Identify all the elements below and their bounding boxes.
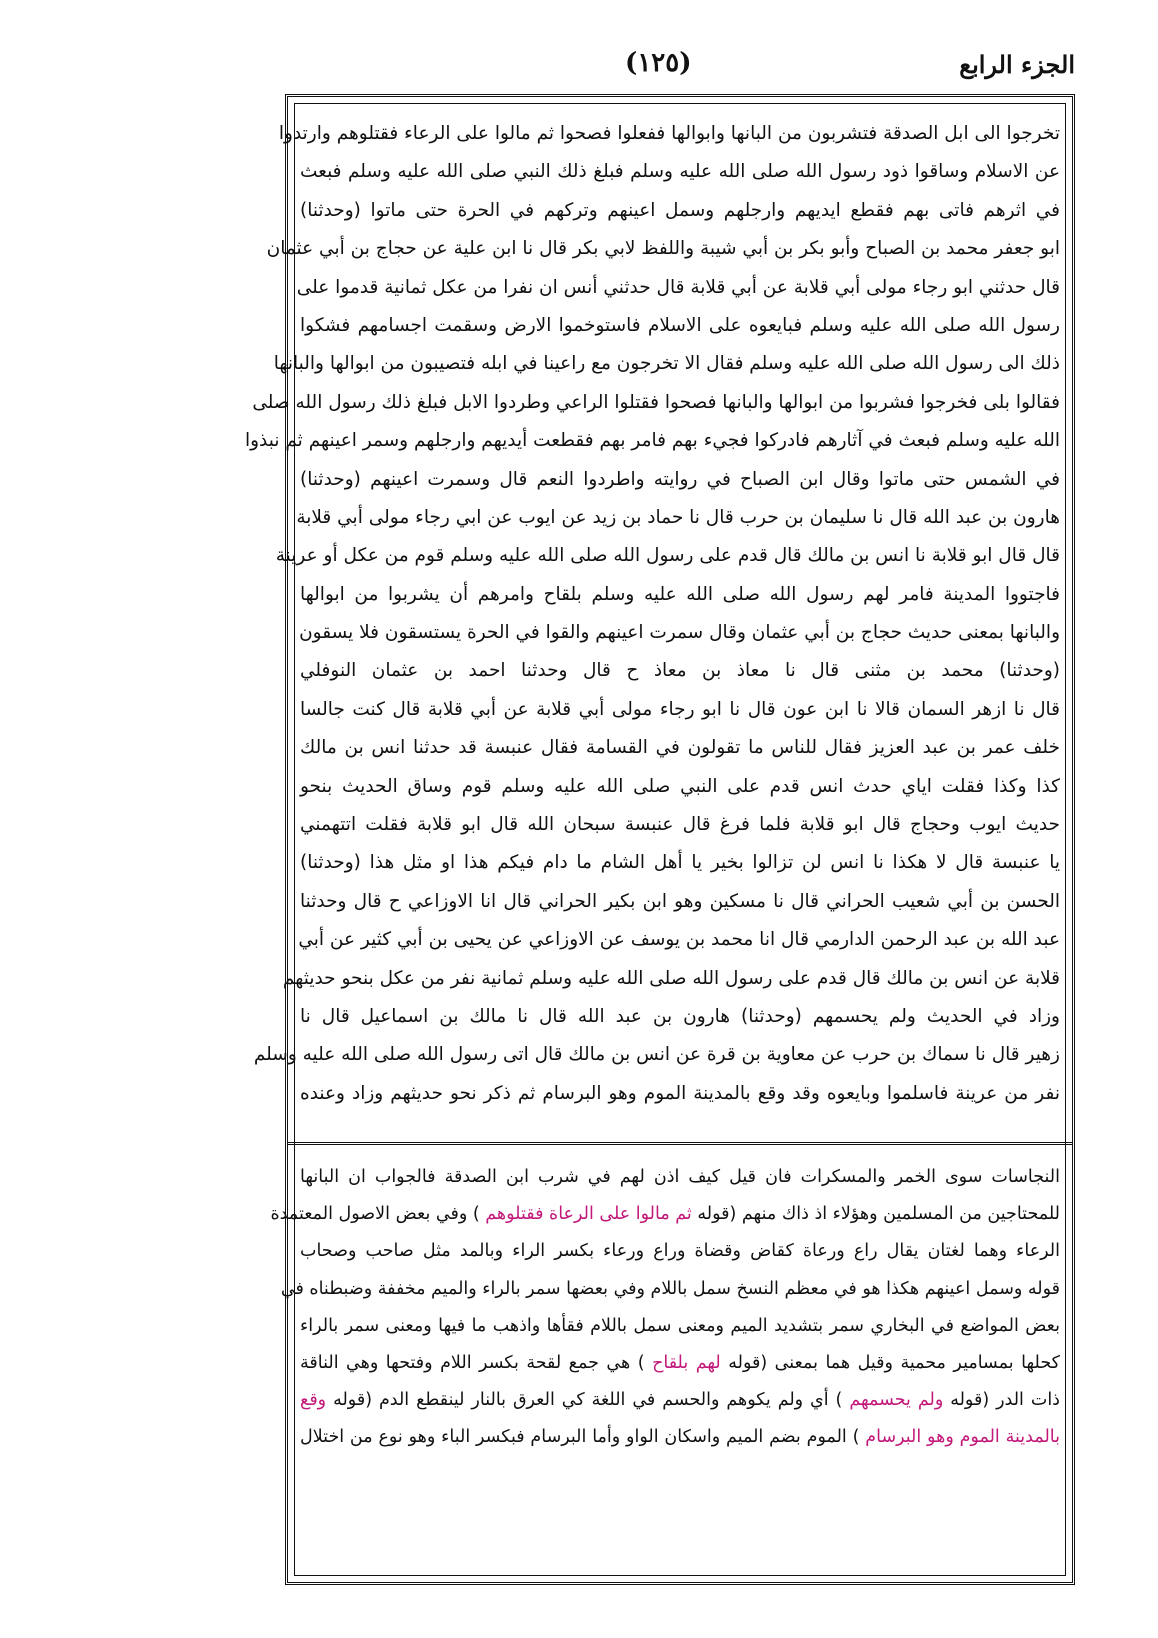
- text-line: فقالوا بلى فخرجوا فشربوا من ابوالها والبانها فصحوا فقتلوا الراعي وطردوا الابل فبلغ ذلك رسول الله صلى: [252, 391, 1060, 413]
- commentary-line: [280, 1271, 1060, 1308]
- commentary-text: للمحتاجين من المسلمين وهؤلاء اذ ذاك منهم (قوله: [697, 1204, 1060, 1225]
- text-line: في الشمس حتى ماتوا وقال ابن الصباح في روايته واطردوا النعم قال وسمرت اعينهم (وحدثنا): [300, 468, 1060, 490]
- commentary-line: [300, 1159, 1060, 1196]
- commentary-keyword: وقع: [300, 1390, 327, 1411]
- commentary-line: [300, 1233, 1060, 1270]
- commentary-line: [300, 1345, 1060, 1382]
- text-line: هارون بن عبد الله قال نا سليمان بن حرب قال نا حماد بن زيد عن ايوب عن ابي رجاء مولى أبي قلابة: [296, 506, 1060, 528]
- commentary-text: كحلها بمسامير محمية وقيل هما بمعنى (قوله: [728, 1352, 1060, 1373]
- text-line: قال نا ازهر السمان قالا نا ابن عون قال نا ابو رجاء مولى أبي قلابة عن أبي قلابة قال كنت جالسا: [300, 698, 1060, 720]
- commentary-text: ) هي جمع لقحة بكسر اللام وفتحها وهي الناقة: [300, 1352, 645, 1373]
- text-line: عن الاسلام وساقوا ذود رسول الله صلى الله عليه وسلم فبلغ ذلك النبي صلى الله عليه وسلم فبعث: [300, 161, 1060, 183]
- commentary-text: النجاسات سوى الخمر والمسكرات فان قيل كيف اذن لهم في شرب ابن الصدقة فالجواب ان البانها: [300, 1167, 1060, 1187]
- commentary-line: [270, 1196, 1060, 1233]
- commentary-text: قوله وسمل اعينهم هكذا هو في معظم النسخ سمل باللام وفي بعضها سمر بالراء والميم مخففة وضبطناه في: [280, 1278, 1060, 1299]
- text-line: كذا وكذا فقلت اياي حدث انس قدم على النبي صلى الله عليه وسلم قوم وساق الحديث بنحو: [300, 775, 1060, 797]
- text-line: حديث ايوب وحجاج قال ابو قلابة فلما فرغ قال عنبسة سبحان الله قال ابو قلابة فقلت اتتهمني: [300, 814, 1060, 836]
- commentary-text: بعض المواضع في البخاري سمر بتشديد الميم ومعنى سمل باللام فقأها واذهب ما فيها ومعنى سمر بالراء: [300, 1315, 1060, 1336]
- section-divider: [288, 1142, 1072, 1145]
- commentary-line: [300, 1382, 1060, 1419]
- commentary-text: ) أي ولم يكوهم والحسم في اللغة كي العرق بالنار لينقطع الدم (قوله: [333, 1390, 843, 1411]
- commentary-text: ) الموم بضم الميم واسكان الواو وأما البرسام فبكسر الباء وهو نوع من اختلال: [300, 1427, 860, 1448]
- text-line: ابو جعفر محمد بن الصباح وأبو بكر بن أبي شيبة واللفظ لابي بكر قال نا ابن علية عن حجاج بن أبي عثمان: [266, 238, 1060, 260]
- commentary-keyword: ولم يحسمهم: [849, 1390, 944, 1411]
- text-line: قلابة عن انس بن مالك قال قدم على رسول الله صلى الله عليه وسلم ثمانية نفر من عكل بنحو حديثهم: [282, 967, 1060, 989]
- commentary-text: الرعاء وهما لغتان يقال راع ورعاة كقاض وقضاة وراع ورعاء بكسر الراء وبالمد مثل صاحب وصحاب: [300, 1241, 1060, 1262]
- text-line: خلف عمر بن عبد العزيز فقال للناس ما تقولون في القسامة فقال عنبسة قد حدثنا انس بن مالك: [300, 737, 1060, 759]
- commentary-line: [300, 1419, 1060, 1456]
- text-line: قال قال ابو قلابة نا انس بن مالك قال قدم على رسول الله صلى الله عليه وسلم قوم من عكل أو عرينة: [275, 545, 1060, 567]
- text-line: والبانها بمعنى حديث حجاج بن أبي عثمان وقال سمرت اعينهم والقوا في الحرة يستسقون فلا يسقون: [299, 622, 1060, 644]
- page-number: (١٢٥): [625, 48, 692, 78]
- text-line: نفر من عرينة فاسلموا وبايعوه وقد وقع بالمدينة الموم وهو البرسام ثم ذكر نحو حديثهم وزاد وعنده: [300, 1082, 1060, 1104]
- commentary-keyword: ثم مالوا على الرعاة فقتلوهم: [485, 1204, 692, 1225]
- commentary-block: [270, 1159, 1060, 1559]
- page-header: [285, 48, 1075, 98]
- text-line: رسول الله صلى الله عليه وسلم فبايعوه على الاسلام فاستوخموا الارض وسقمت اجسامهم فشكوا: [300, 314, 1060, 336]
- commentary-line: [300, 1308, 1060, 1345]
- text-line: في اثرهم فاتى بهم فقطع ايديهم وارجلهم وسمل اعينهم وتركهم في الحرة حتى ماتوا (وحدثنا): [300, 199, 1060, 221]
- commentary-text: ذات الدر (قوله: [950, 1390, 1060, 1411]
- commentary-text: ) وفي بعض الاصول المعتمدة: [270, 1204, 480, 1225]
- hadith-text-block: [244, 115, 1060, 1131]
- text-line: (وحدثنا) محمد بن مثنى قال نا معاذ بن معاذ ح قال وحدثنا احمد بن عثمان النوفلي: [300, 660, 1060, 682]
- text-line: عبد الله بن عبد الرحمن الدارمي قال انا محمد بن يوسف عن الاوزاعي عن يحيى بن أبي كثير عن أبي: [298, 929, 1060, 951]
- text-line: ذلك الى رسول الله صلى الله عليه وسلم فقال الا تخرجون مع راعينا في ابله فتصيبون من ابوالها والبانها: [273, 353, 1060, 375]
- text-line: الله عليه وسلم فبعث في آثارهم فادركوا فجيء بهم فامر بهم فقطعت أيديهم وارجلهم وسمر اعينهم ثم نبذوا: [244, 430, 1060, 452]
- text-line: وزاد في الحديث ولم يحسمهم (وحدثنا) هارون بن عبد الله قال نا مالك بن اسماعيل قال نا: [300, 1005, 1060, 1027]
- commentary-keyword: لهم بلقاح: [652, 1352, 721, 1373]
- page-frame: [244, 94, 1075, 1585]
- text-line: زهير قال نا سماك بن حرب عن معاوية بن قرة عن انس بن مالك قال اتى رسول الله صلى الله عليه وسلم: [253, 1044, 1060, 1066]
- part-title: الجزء الرابع: [959, 50, 1075, 79]
- text-line: قال حدثني ابو رجاء مولى أبي قلابة عن أبي قلابة قال حدثني أنس ان نفرا من عكل ثمانية قدموا على: [296, 276, 1060, 298]
- text-line: يا عنبسة قال لا هكذا نا انس لن تزالوا بخير يا أهل الشام ما دام فيكم هذا او مثل هذا (وحدثنا): [300, 852, 1060, 874]
- text-line: الحسن بن أبي شعيب الحراني قال نا مسكين وهو ابن بكير الحراني قال انا الاوزاعي ح قال وحدثنا: [300, 890, 1060, 912]
- text-line: تخرجوا الى ابل الصدقة فتشربون من البانها وابوالها ففعلوا فصحوا ثم مالوا على الرعاء فقتلوهم وارتدوا: [278, 123, 1060, 144]
- commentary-keyword: بالمدينة الموم وهو البرسام: [865, 1427, 1060, 1448]
- text-line: فاجتووا المدينة فامر لهم رسول الله صلى الله عليه وسلم بلقاح وامرهم أن يشربوا من ابوالها: [300, 583, 1060, 605]
